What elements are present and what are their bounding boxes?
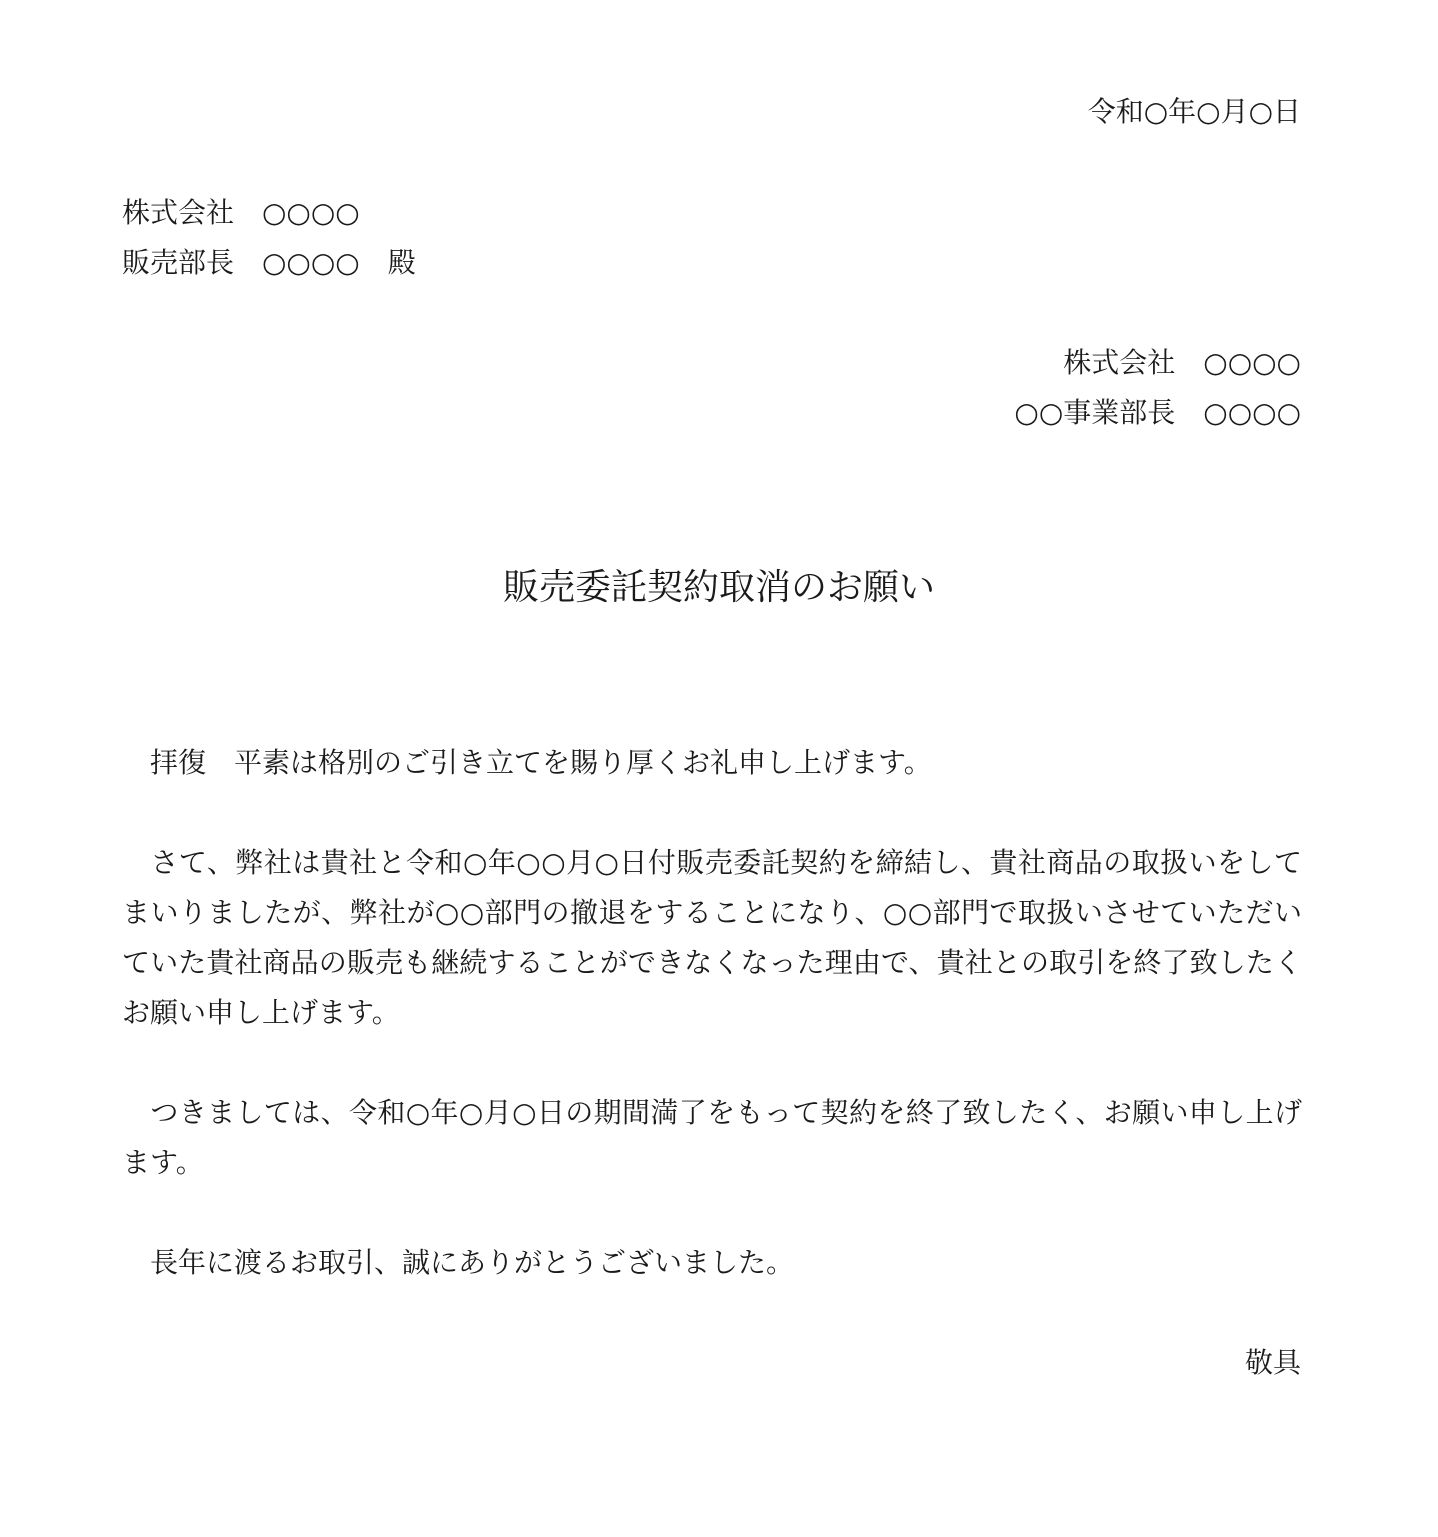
recipient-company: 株式会社 ○○○○ (122, 196, 360, 229)
sender-company: 株式会社 ○○○○ (1063, 346, 1301, 379)
paragraph-main: さて、弊社は貴社と令和○年○○月○日付販売委託契約を締結し、貴社商品の取扱いをしてまいりましたが、弊社が○○部門の撤退をすることになり、○○部門で取扱いさせていただいていた貴社商品の販売も継続することができなくなった理由で、貴社との取引を終了致したくお願い申し上げます。 (122, 846, 1302, 1029)
closing-phrase: 敬具 (1244, 1346, 1301, 1379)
paragraph-greeting: 拝復 平素は格別のご引き立てを賜り厚くお礼申し上げます。 (122, 746, 932, 779)
letter-title: 販売委託契約取消のお願い (502, 567, 935, 608)
letter-date: 令和○年○月○日 (1087, 95, 1301, 128)
paragraph-request: つきましては、令和○年○月○日の期間満了をもって契約を終了致したく、お願い申し上げます。 (122, 1096, 1302, 1179)
recipient-person: 販売部長 ○○○○ 殿 (122, 246, 416, 279)
paragraph-thanks: 長年に渡るお取引、誠にありがとうございました。 (122, 1246, 795, 1279)
sender-person: ○○事業部長 ○○○○ (1014, 396, 1301, 429)
